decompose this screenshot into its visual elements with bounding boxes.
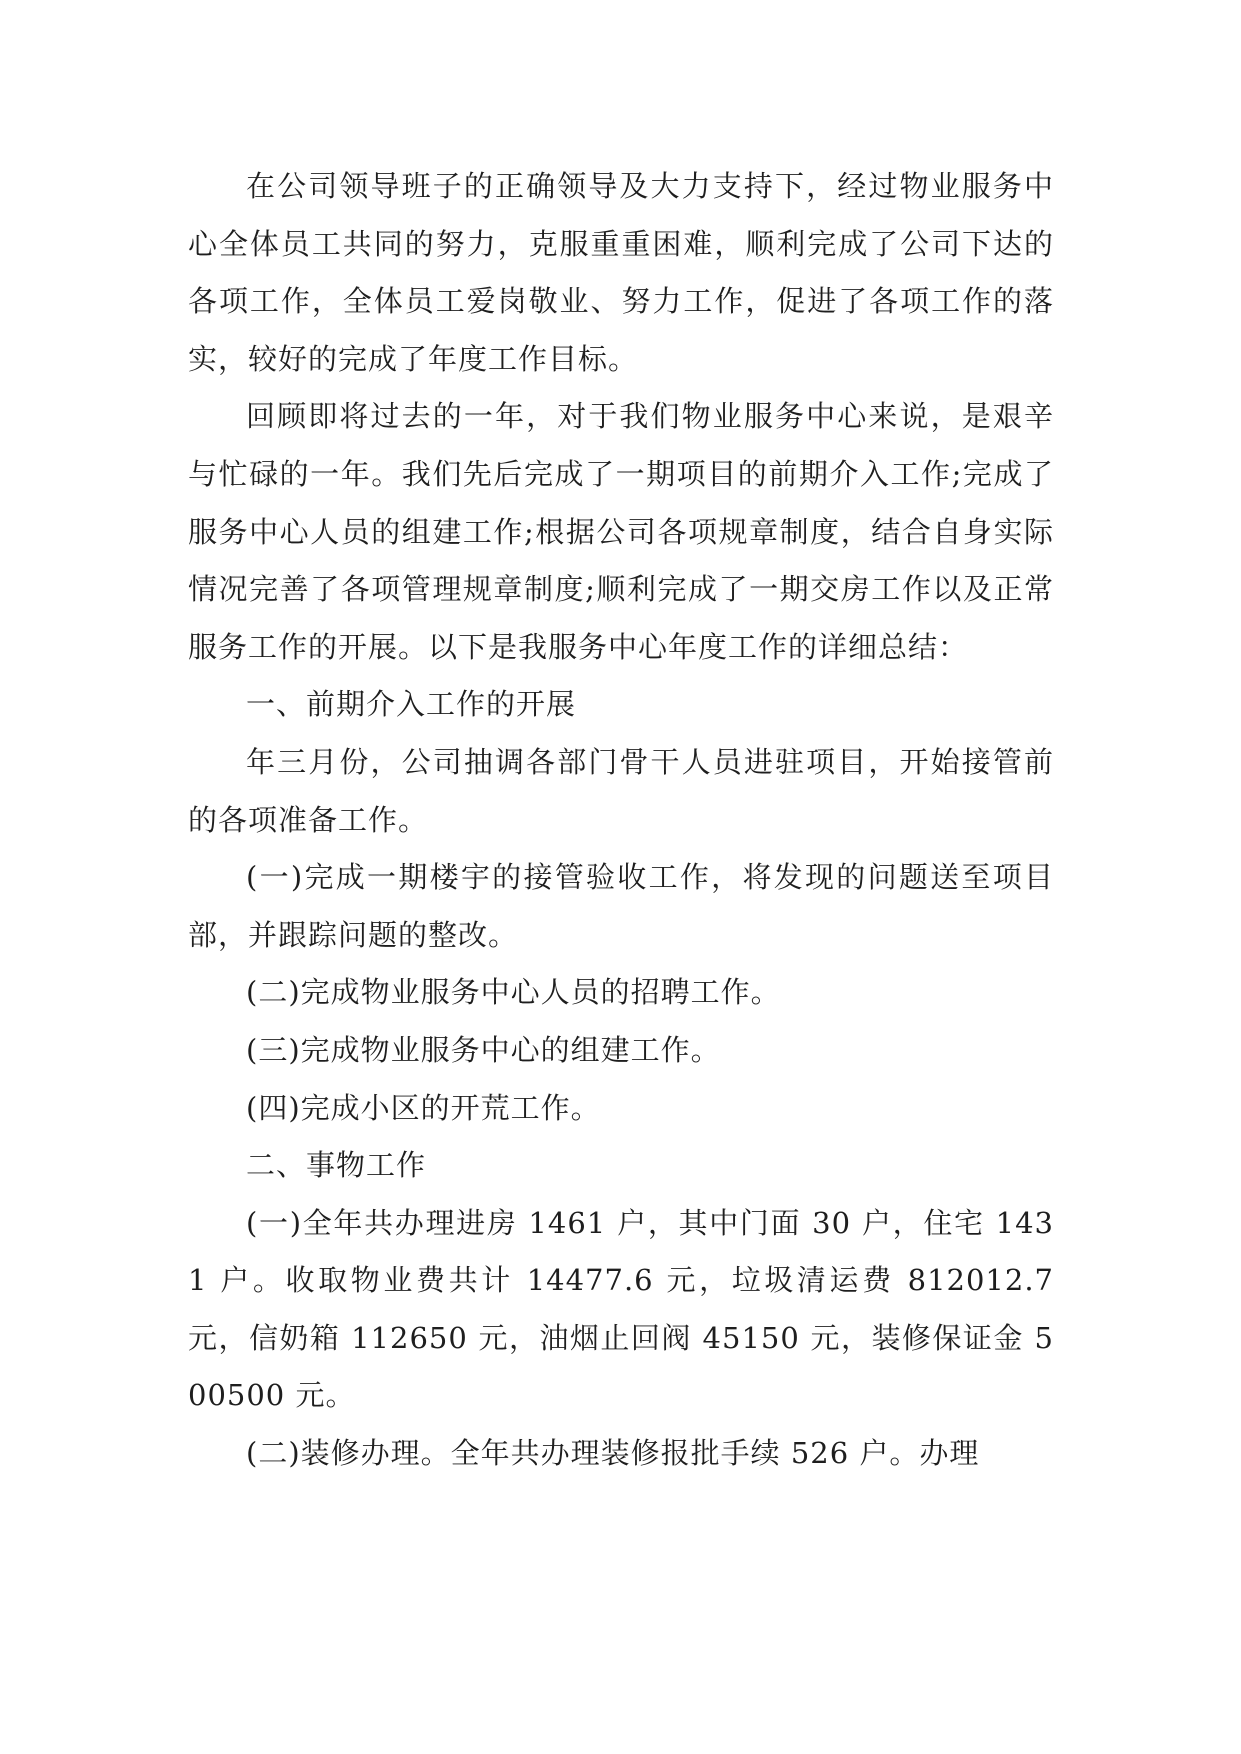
paragraph-review: 回顾即将过去的一年，对于我们物业服务中心来说，是艰辛与忙碌的一年。我们先后完成了一期项目的前期介入工作;完成了服务中心人员的组建工作;根据公司各项规章制度，结合自身实际情况完善了各项管理规章制度;顺利完成了一期交房工作以及正常服务工作的开展。以下是我服务中心年度工作的详细总结： bbox=[188, 399, 1054, 664]
paragraph-march: 年三月份，公司抽调各部门骨干人员进驻项目，开始接管前的各项准备工作。 bbox=[188, 744, 1054, 837]
list-item-2-2: (二)装修办理。全年共办理装修报批手续 526 户。办理 bbox=[246, 1436, 980, 1471]
paragraph-intro: 在公司领导班子的正确领导及大力支持下，经过物业服务中心全体员工共同的努力，克服重重困难，顺利完成了公司下达的各项工作，全体员工爱岗敬业、努力工作，促进了各项工作的落实，较好的完成了年度工作目标。 bbox=[188, 169, 1054, 376]
list-item-2-1: (一)全年共办理进房 1461 户，其中门面 30 户，住宅 1431 户。收取物业费共计 14477.6 元，垃圾清运费 812012.7 元，信奶箱 112650 元，油烟止回阀 45150 元，装修保证金 500500 元。 bbox=[188, 1205, 1054, 1413]
list-item-1-4: (四)完成小区的开荒工作。 bbox=[246, 1090, 601, 1125]
list-item-1-1: (一)完成一期楼宇的接管验收工作，将发现的问题送至项目部，并跟踪问题的整改。 bbox=[188, 860, 1054, 952]
list-item-1-3: (三)完成物业服务中心的组建工作。 bbox=[246, 1032, 721, 1067]
section-heading-1: 一、前期介入工作的开展 bbox=[246, 687, 577, 722]
section-heading-2: 二、事物工作 bbox=[246, 1148, 427, 1183]
list-item-1-2: (二)完成物业服务中心人员的招聘工作。 bbox=[246, 975, 781, 1010]
document-body bbox=[188, 158, 1054, 1483]
